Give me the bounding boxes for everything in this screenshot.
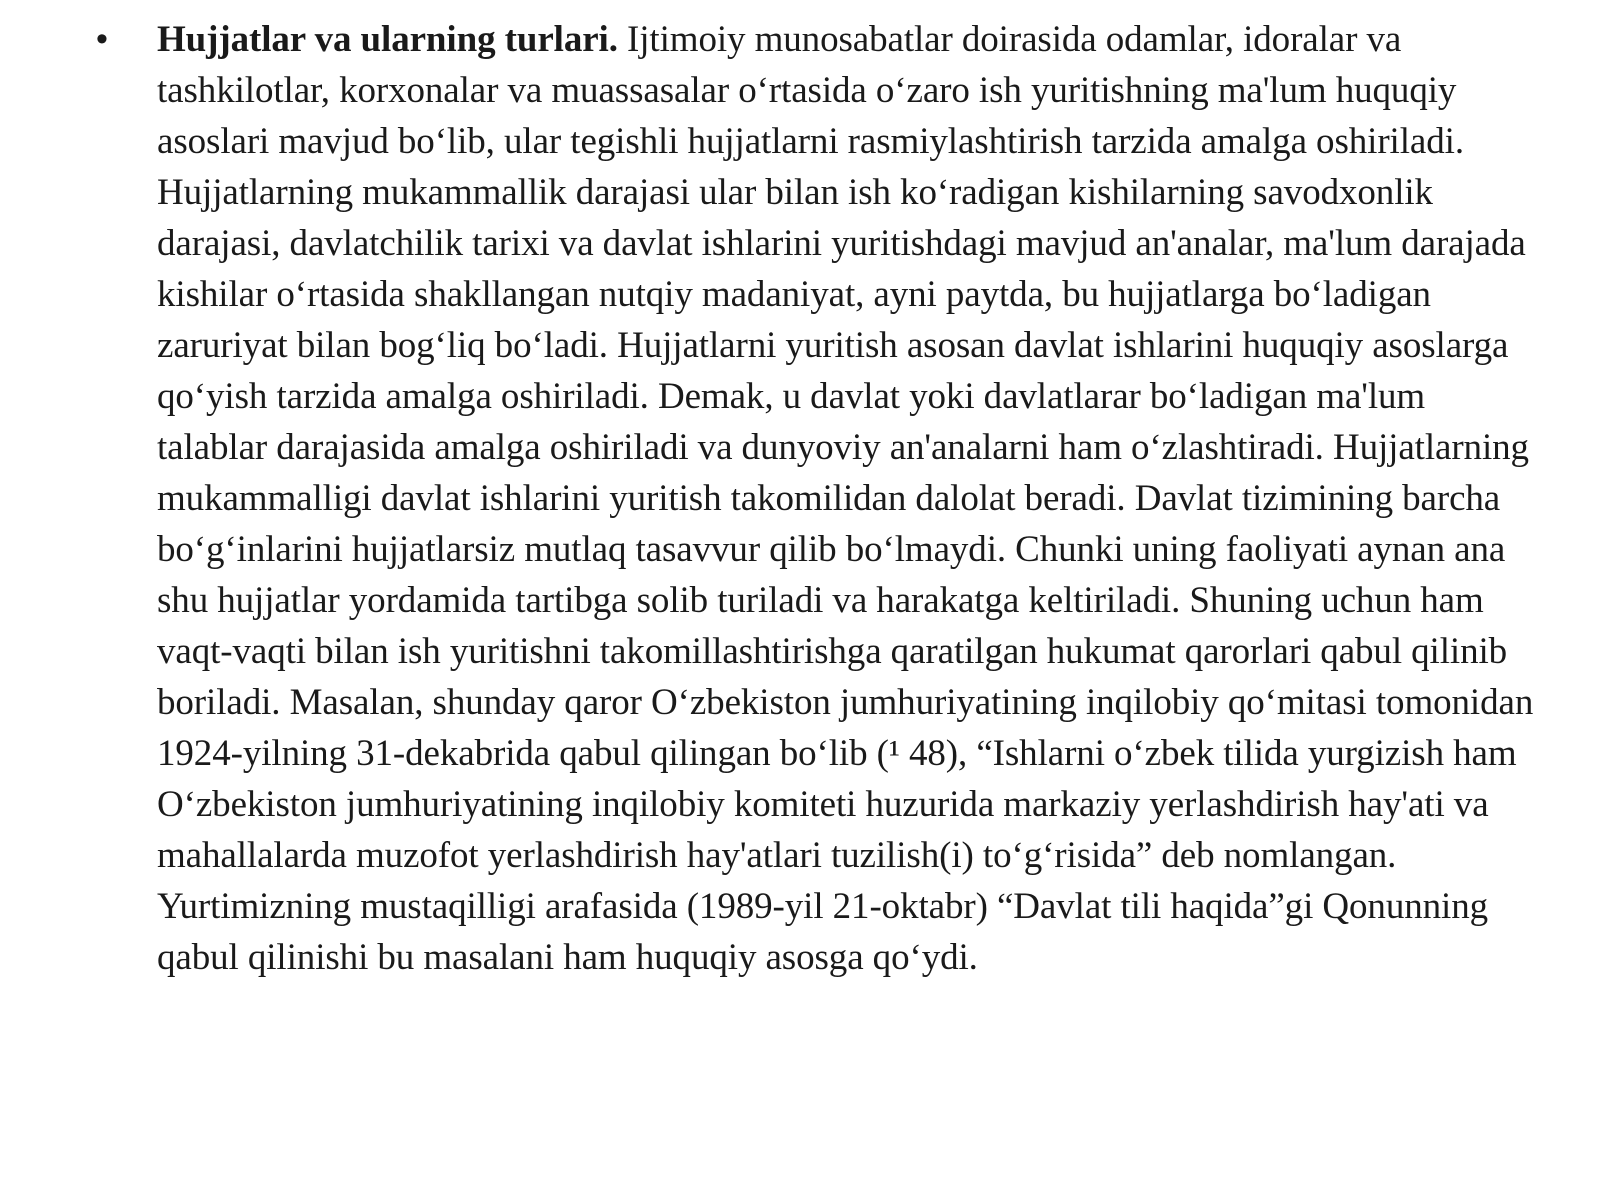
paragraph-body: Ijtimoiy munosabatlar doirasida odamlar, idoralar va tashkilotlar, korxonalar va muassasalar o‘rtasida o‘zaro ish yuritishning ma'lum huquqiy asoslari mavjud bo‘lib, ular tegishli hujjatlarni rasmiylashtirish tarzida amalga oshiriladi. Hujjatlarning mukammallik darajasi ular bilan ish ko‘radigan kishilarning savodxonlik darajasi, davlatchilik tarixi va davlat ishlarini yuritishdagi mavjud an'analar, ma'lum darajada kishilar o‘rtasida shakllangan nutqiy madaniyat, ayni paytda, bu hujjatlarga bo‘ladigan zaruriyat bilan bog‘liq bo‘ladi. Hujjatlarni yuritish asosan davlat ishlarini huquqiy asoslarga qo‘yish tarzida amalga oshiriladi. Demak, u davlat yoki davlatlarar bo‘ladigan ma'lum talablar darajasida amalga oshiriladi va dunyoviy an'analarni ham o‘zlashtiradi. Hujjatlarning mukammalligi davlat ishlarini yuritish takomilidan dalolat beradi. Davlat tizimining barcha bo‘g‘inlarini hujjatlarsiz mutlaq tasavvur qilib bo‘lmaydi. Chunki uning faoliyati aynan ana shu hujjatlar yordamida tartibga solib turiladi va harakatga keltiriladi. Shuning uchun ham vaqt-vaqti bilan ish yuritishni takomillashtirishga qaratilgan hukumat qarorlari qabul qilinib boriladi. Masalan, shunday qaror O‘zbekiston jumhuriyatining inqilobiy qo‘mitasi tomonidan 1924-yilning 31-dekabrida qabul qilingan bo‘lib (¹ 48), “Ishlarni o‘zbek tilida yurgizish ham O‘zbekiston jumhuriyatining inqilobiy komiteti huzurida markaziy yerlashdirish hay'ati va mahallalarda muzofot yerlashdirish hay'atlari tuzilish(i) to‘g‘risida” deb nomlangan. Yurtimizning mustaqilligi arafasida (1989-yil 21-oktabr) “Davlat tili haqida”gi Qonunning qabul qilinishi bu masalani ham huquqiy asosga qo‘ydi. — [157, 19, 1534, 978]
bullet-paragraph — [96, 14, 1536, 983]
bullet-dot-icon: • — [96, 20, 108, 58]
bullet-list — [96, 14, 1536, 983]
paragraph-heading: Hujjatlar va ularning turlari. — [157, 19, 618, 60]
